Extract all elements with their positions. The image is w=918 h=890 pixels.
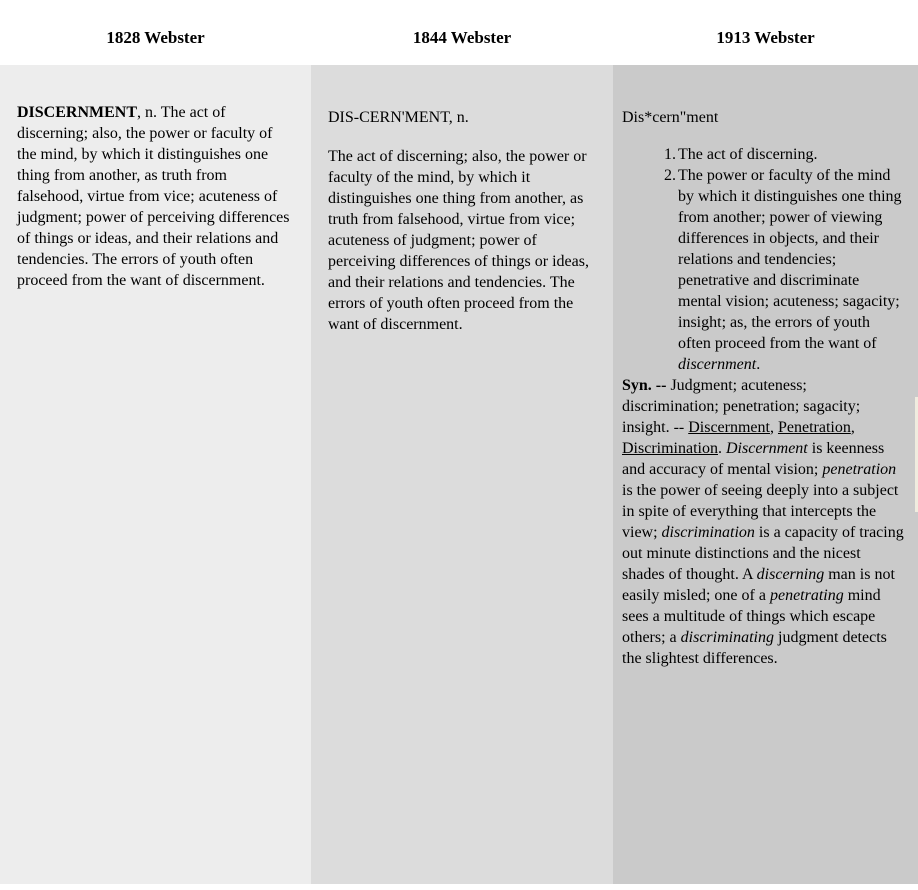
- column-1913-webster: [613, 65, 918, 884]
- synonyms-1913: Syn. -- Judgment; acuteness; discrimination; penetration; sagacity; insight. -- Discernment, Penetration, Discrimination. Discernment is keenness and accuracy of mental vision; penetration is the power of seeing deeply into a subject in spite of everything that intercepts the view; discrimination is a capacity of tracing out minute distinctions and the nicest shades of thought. A discerning man is not easily misled; one of a penetrating mind sees a multitude of things which escape others; a discriminating judgment detects the slightest differences.: [622, 377, 904, 667]
- column-1844-webster: [311, 65, 613, 884]
- column-header-1844-webster: 1844 Webster: [412, 27, 512, 47]
- definition-number: 2.: [664, 167, 676, 184]
- definition-text: The power or faculty of the mind by which it distinguishes one thing from another; power of viewing differences in objects, and their relations and tendencies; penetrative and discriminate mental vision; acuteness; sagacity; insight; as, the errors of youth often proceed from the want of discernment.: [678, 167, 902, 373]
- headword-1913: Dis*cern"ment: [622, 109, 719, 126]
- comparison-header-row: [0, 0, 918, 65]
- definition-number: 1.: [664, 146, 676, 163]
- comparison-columns: [0, 65, 918, 884]
- definition-item-2: [622, 165, 906, 375]
- definition-item-1: [622, 144, 906, 165]
- definition-text: The act of discerning.: [678, 146, 818, 163]
- definition-1828: DISCERNMENT, n. The act of discerning; also, the power or faculty of the mind, by which it distinguishes one thing from another, as truth from falsehood, virtue from vice; acuteness of judgment; power of perceiving differences of things or ideas, and their relations and tendencies. The errors of youth often proceed from the want of discernment.: [17, 104, 290, 289]
- headword-1844: DIS-CERN'MENT, n.: [328, 109, 469, 126]
- definition-list-1913: [622, 144, 906, 375]
- column-header-1913-webster: 1913 Webster: [716, 27, 815, 47]
- column-header-1828-webster: 1828 Webster: [106, 27, 205, 47]
- definition-1844: The act of discerning; also, the power or faculty of the mind, by which it distinguishes one thing from another, as truth from falsehood, virtue from vice; acuteness of judgment; power of perceiving differences of things or ideas, and their relations and tendencies. The errors of youth often proceed from the want of discernment.: [328, 148, 589, 333]
- column-1828-webster: [0, 65, 311, 884]
